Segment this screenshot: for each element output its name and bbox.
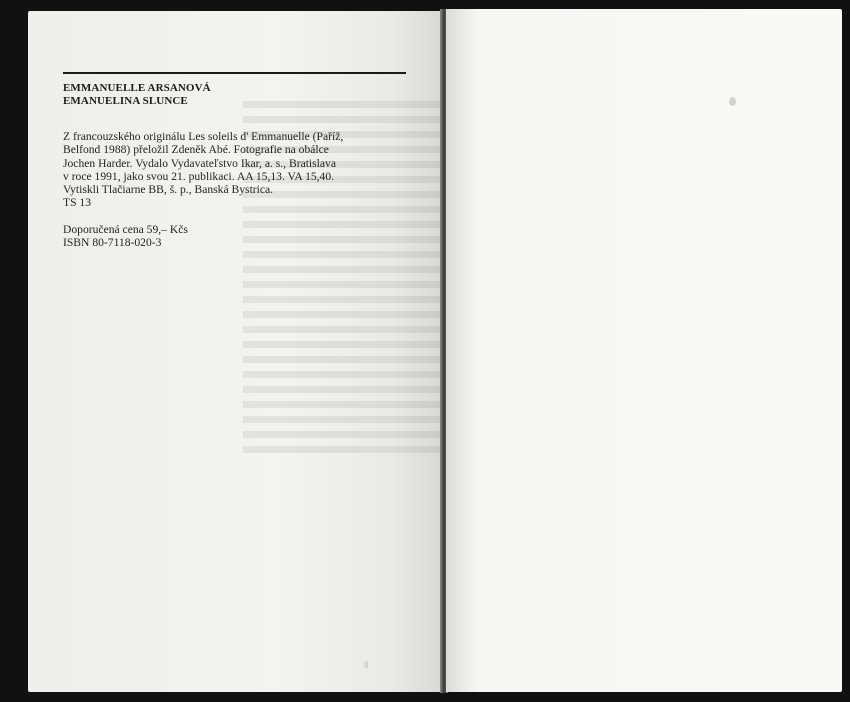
left-page — [28, 11, 442, 692]
header-rule — [63, 72, 406, 74]
imprint-line: v roce 1991, jako svou 21. publikaci. AA 15,13. VA 15,40. — [63, 169, 335, 183]
page-number: 8 — [364, 660, 369, 670]
price-line: Doporučená cena 59,– Kčs — [63, 223, 188, 236]
imprint-line: Jochen Harder. Vydalo Vydavateľstvo Ikar, a. s., Bratislava — [63, 156, 336, 170]
imprint-block — [63, 130, 393, 210]
paper-speck — [729, 97, 736, 106]
imprint-line: Vytiskli Tlačiarne BB, š. p., Banská Bystrica. — [63, 183, 274, 197]
isbn-line: ISBN 80-7118-020-3 — [63, 236, 162, 250]
imprint-line: Z francouzského originálu Les soleils d' Emmanuelle (Paříž, — [63, 130, 344, 143]
author-name: EMMANUELLE ARSANOVÁ — [63, 82, 211, 94]
imprint-line: TS 13 — [63, 196, 92, 210]
book-title: EMANUELINA SLUNCE — [63, 95, 188, 107]
price-block — [63, 223, 188, 250]
imprint-line: Belfond 1988) přeložil Zdeněk Abé. Fotografie na obálce — [63, 143, 329, 157]
right-page — [446, 9, 842, 692]
